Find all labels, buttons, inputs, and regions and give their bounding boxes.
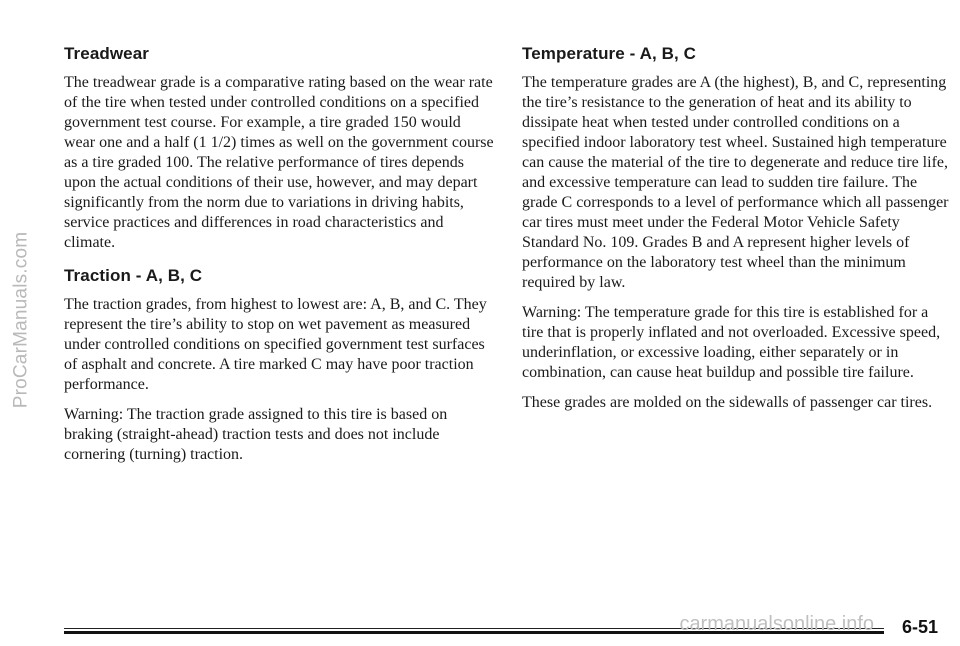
temperature-warning-paragraph: Warning: The temperature grade for this tire is established for a tire that is properly inflated and not overloaded. Excessive speed, underinflation, or excessive loading, either separately or in combination, can cause heat buildup and possible tire failure. — [522, 304, 941, 381]
traction-warning-paragraph: Warning: The traction grade assigned to this tire is based on braking (straight-ahead) traction tests and does not include cornering (turning) traction. — [64, 406, 448, 463]
temperature-section — [522, 44, 952, 413]
treadwear-paragraph: The treadwear grade is a comparative rating based on the wear rate of the tire when tested under controlled conditions on a specified government test course. For example, a tire graded 150 would wear one and a half (1 1/2) times as well on the government course as a tire graded 100. The relative performance of tires depends upon the actual conditions of their use, however, and may depart significantly from the norm due to variations in driving habits, service practices and differences in road characteristics and climate. — [64, 74, 494, 251]
temperature-paragraph: The temperature grades are A (the highest), B, and C, representing the tire’s resistance to the generation of heat and its ability to dissipate heat when tested under controlled conditions on a specified indoor laboratory test wheel. Sustained high temperature can cause the material of the tire to degenerate and reduce tire life, and excessive temperature can lead to sudden tire failure. The grade C corresponds to a level of performance which all passenger car tires must meet under the Federal Motor Vehicle Safety Standard No. 109. Grades B and A represent higher levels of performance on the laboratory test wheel than the minimum required by law. — [522, 74, 949, 291]
side-watermark — [6, 60, 36, 580]
traction-section — [64, 266, 494, 465]
treadwear-section — [64, 44, 494, 253]
temperature-note-paragraph: These grades are molded on the sidewalls of passenger car tires. — [522, 394, 933, 411]
traction-heading: Traction - A, B, C — [64, 266, 203, 285]
side-watermark-text: ProCarManuals.com — [10, 231, 32, 409]
temperature-heading: Temperature - A, B, C — [522, 44, 697, 63]
footer-watermark: carmanualsonline.info — [679, 613, 874, 635]
traction-paragraph: The traction grades, from highest to lowest are: A, B, and C. They represent the tire’s ability to stop on wet pavement as measured under controlled conditions on specified government test surfaces of asphalt and concrete. A tire marked C may have poor traction performance. — [64, 296, 487, 393]
right-column — [522, 44, 952, 423]
page-number: 6-51 — [901, 617, 938, 637]
left-column — [64, 44, 494, 475]
treadwear-heading: Treadwear — [64, 44, 150, 63]
